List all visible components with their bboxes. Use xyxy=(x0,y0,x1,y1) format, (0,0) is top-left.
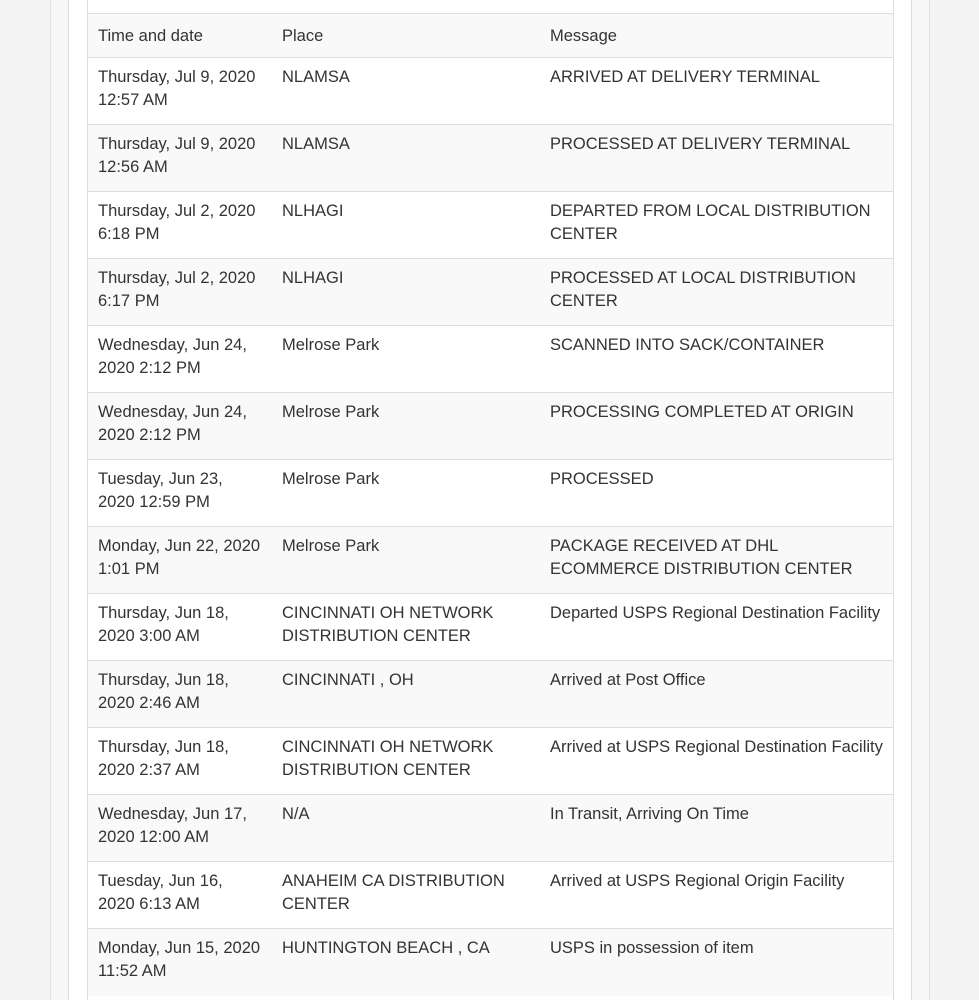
table-row xyxy=(88,393,893,460)
event-message-cell: In Transit, Arriving On Time xyxy=(541,795,893,862)
event-place-cell: Melrose Park xyxy=(273,460,541,527)
event-message-cell: ARRIVED AT DELIVERY TERMINAL xyxy=(541,58,893,125)
event-place-cell: HUNTINGTON BEACH , CA xyxy=(273,929,541,996)
table-row xyxy=(88,58,893,125)
event-time-cell: Thursday, Jul 2, 2020 6:18 PM xyxy=(88,192,273,259)
table-row xyxy=(88,728,893,795)
event-time-cell: Thursday, Jul 9, 2020 12:57 AM xyxy=(88,58,273,125)
table-row xyxy=(88,125,893,192)
table-row xyxy=(88,460,893,527)
tracking-history-table xyxy=(87,0,894,1000)
table-header-row xyxy=(88,14,893,58)
table-top-spacer xyxy=(88,0,893,14)
event-time-cell: Monday, Jun 15, 2020 11:52 AM xyxy=(88,929,273,996)
event-time-cell: Thursday, Jun 18, 2020 3:00 AM xyxy=(88,594,273,661)
table-row xyxy=(88,192,893,259)
event-message-cell: PACKAGE RECEIVED AT DHL ECOMMERCE DISTRIBUTION CENTER xyxy=(541,527,893,594)
event-place-cell: NLHAGI xyxy=(273,259,541,326)
event-time-cell: Thursday, Jun 18, 2020 2:46 AM xyxy=(88,661,273,728)
event-time-cell: Wednesday, Jun 24, 2020 2:12 PM xyxy=(88,393,273,460)
event-message-cell: DEPARTED FROM LOCAL DISTRIBUTION CENTER xyxy=(541,192,893,259)
tracking-events-table xyxy=(88,0,893,996)
event-message-cell: PROCESSING COMPLETED AT ORIGIN xyxy=(541,393,893,460)
table-row xyxy=(88,661,893,728)
column-header-message: Message xyxy=(541,14,893,58)
event-time-cell: Monday, Jun 22, 2020 1:01 PM xyxy=(88,527,273,594)
event-place-cell: NLHAGI xyxy=(273,192,541,259)
event-message-cell: SCANNED INTO SACK/CONTAINER xyxy=(541,326,893,393)
event-time-cell: Tuesday, Jun 16, 2020 6:13 AM xyxy=(88,862,273,929)
event-place-cell: CINCINNATI , OH xyxy=(273,661,541,728)
event-time-cell: Thursday, Jul 2, 2020 6:17 PM xyxy=(88,259,273,326)
event-place-cell: Melrose Park xyxy=(273,326,541,393)
event-place-cell: ANAHEIM CA DISTRIBUTION CENTER xyxy=(273,862,541,929)
table-row xyxy=(88,929,893,996)
event-place-cell: N/A xyxy=(273,795,541,862)
table-row xyxy=(88,259,893,326)
table-row xyxy=(88,795,893,862)
event-place-cell: NLAMSA xyxy=(273,125,541,192)
event-message-cell: PROCESSED AT DELIVERY TERMINAL xyxy=(541,125,893,192)
event-time-cell: Thursday, Jun 18, 2020 2:37 AM xyxy=(88,728,273,795)
event-time-cell: Wednesday, Jun 17, 2020 12:00 AM xyxy=(88,795,273,862)
table-row xyxy=(88,326,893,393)
event-place-cell: CINCINNATI OH NETWORK DISTRIBUTION CENTER xyxy=(273,594,541,661)
column-header-time: Time and date xyxy=(88,14,273,58)
event-place-cell: NLAMSA xyxy=(273,58,541,125)
event-message-cell: PROCESSED AT LOCAL DISTRIBUTION CENTER xyxy=(541,259,893,326)
event-message-cell: Arrived at Post Office xyxy=(541,661,893,728)
event-place-cell: CINCINNATI OH NETWORK DISTRIBUTION CENTER xyxy=(273,728,541,795)
event-time-cell: Wednesday, Jun 24, 2020 2:12 PM xyxy=(88,326,273,393)
event-message-cell: Departed USPS Regional Destination Facility xyxy=(541,594,893,661)
event-message-cell: USPS in possession of item xyxy=(541,929,893,996)
table-row xyxy=(88,527,893,594)
event-message-cell: PROCESSED xyxy=(541,460,893,527)
event-time-cell: Tuesday, Jun 23, 2020 12:59 PM xyxy=(88,460,273,527)
event-place-cell: Melrose Park xyxy=(273,527,541,594)
event-message-cell: Arrived at USPS Regional Destination Facility xyxy=(541,728,893,795)
table-row xyxy=(88,862,893,929)
column-header-place: Place xyxy=(273,14,541,58)
table-row xyxy=(88,594,893,661)
event-message-cell: Arrived at USPS Regional Origin Facility xyxy=(541,862,893,929)
event-time-cell: Thursday, Jul 9, 2020 12:56 AM xyxy=(88,125,273,192)
event-place-cell: Melrose Park xyxy=(273,393,541,460)
